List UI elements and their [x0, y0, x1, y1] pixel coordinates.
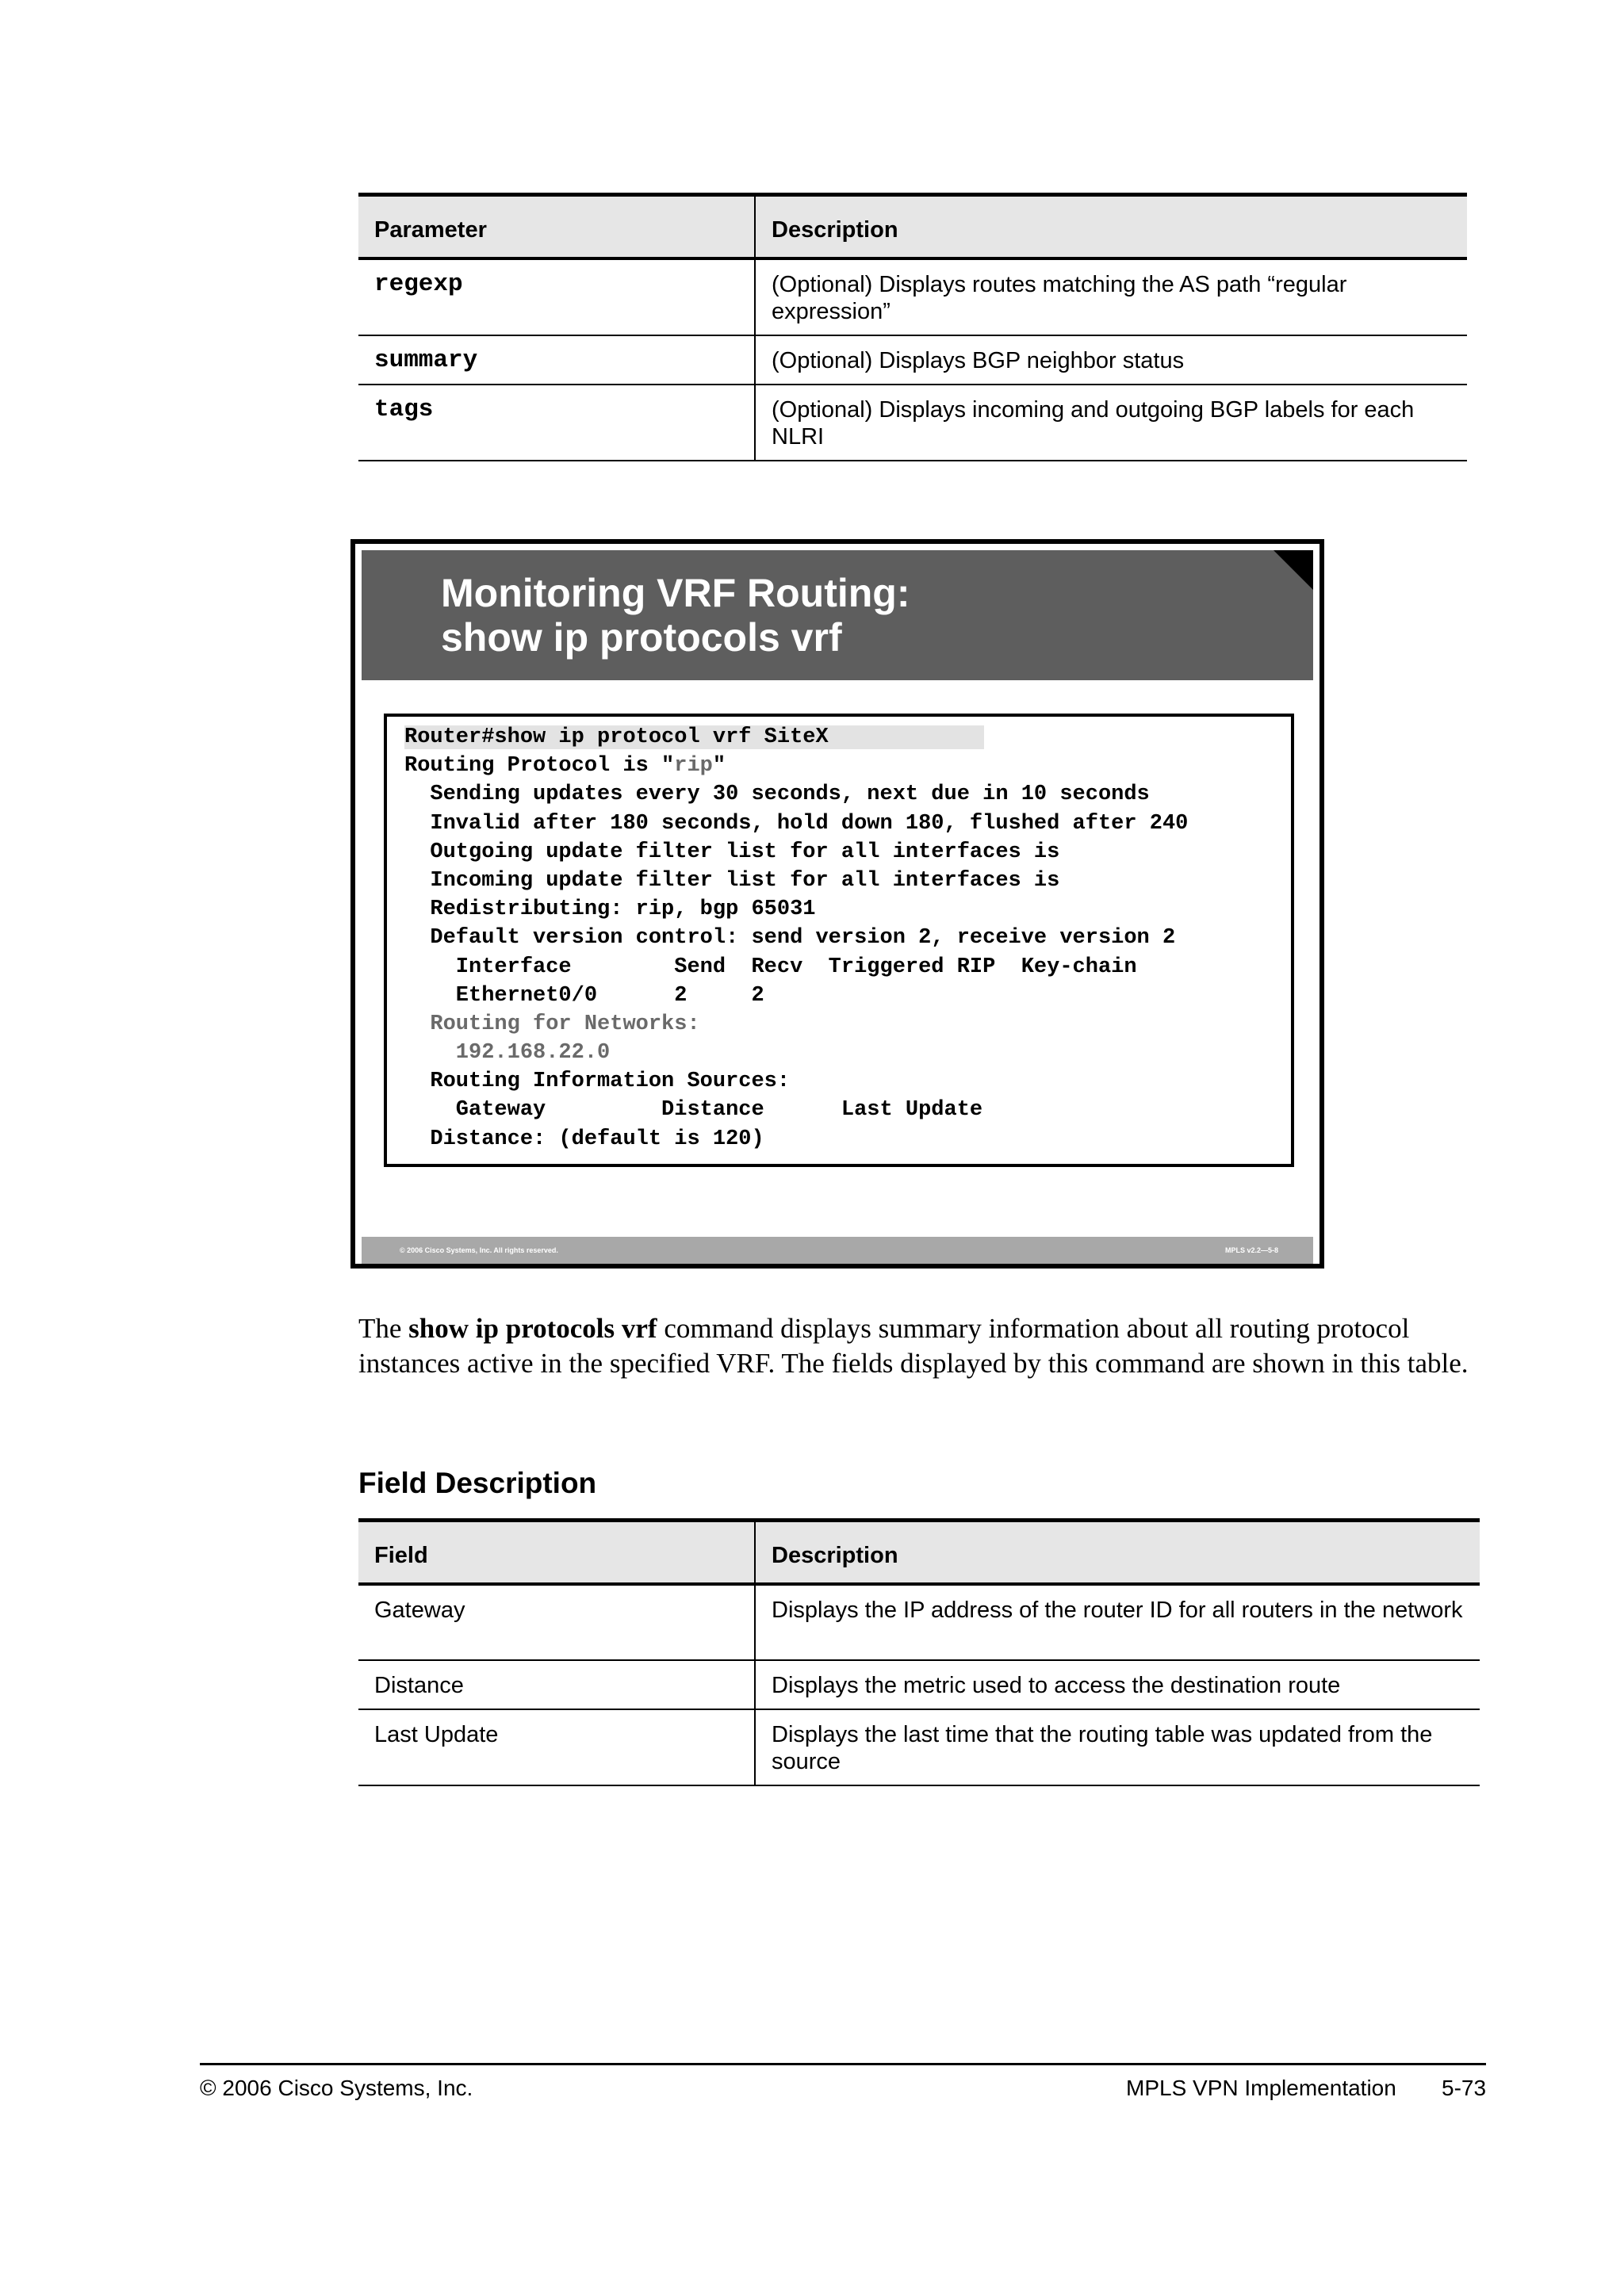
- slide-copyright: © 2006 Cisco Systems, Inc. All rights reserved.: [400, 1246, 558, 1254]
- field-cell: Last Update: [358, 1709, 755, 1785]
- parameter-cell: summary: [358, 335, 755, 385]
- code-line: Routing Information Sources:: [404, 1070, 791, 1094]
- command-name: show ip protocols vrf: [408, 1313, 657, 1344]
- code-line: Outgoing update filter list for all interfaces is: [404, 840, 1060, 864]
- description-cell: (Optional) Displays routes matching the AS path “regular expression”: [755, 258, 1467, 335]
- footer-divider: [200, 2063, 1486, 2065]
- page-number: 5-73: [1442, 2076, 1487, 2100]
- slide-footer-bar: [362, 1237, 1313, 1264]
- paragraph-text: The: [358, 1313, 409, 1344]
- column-header: Parameter: [358, 195, 755, 259]
- description-cell: Displays the IP address of the router ID for all routers in the network: [755, 1584, 1480, 1660]
- table-row: [358, 335, 1467, 385]
- parameter-cell: regexp: [358, 258, 755, 335]
- column-header: Description: [755, 1521, 1480, 1585]
- table-header-row: [358, 1521, 1480, 1585]
- parameter-table: [358, 193, 1467, 461]
- footer-copyright: © 2006 Cisco Systems, Inc.: [200, 2076, 473, 2100]
- paragraph-text: command displays summary information about all routing protocol instances active in the specified VRF. The fields displayed by this command are shown in this table.: [358, 1313, 1469, 1379]
- protocol-prefix: Routing Protocol is ": [404, 754, 675, 779]
- column-header: Field: [358, 1521, 755, 1585]
- description-cell: (Optional) Displays incoming and outgoing BGP labels for each NLRI: [755, 385, 1467, 461]
- cli-output-box: [384, 714, 1294, 1167]
- table-row: [358, 1709, 1480, 1785]
- command-line: [404, 723, 1291, 752]
- table-row: [358, 258, 1467, 335]
- table-row: [358, 1660, 1480, 1709]
- code-line: Sending updates every 30 seconds, next due in 10 seconds: [404, 783, 1150, 807]
- field-cell: Gateway: [358, 1584, 755, 1660]
- code-line: 192.168.22.0: [404, 1041, 611, 1066]
- code-line: Routing for Networks:: [404, 1012, 700, 1036]
- footer-course-title: MPLS VPN Implementation: [1126, 2076, 1396, 2100]
- code-line: Redistributing: rip, bgp 65031: [404, 897, 816, 922]
- table-header-row: [358, 195, 1467, 259]
- body-paragraph: [358, 1311, 1484, 1381]
- code-line: Incoming update filter list for all interfaces is: [404, 868, 1060, 893]
- code-line: Distance: (default is 120): [404, 1127, 764, 1151]
- parameter-cell: tags: [358, 385, 755, 461]
- description-cell: Displays the metric used to access the destination route: [755, 1660, 1480, 1709]
- code-line: Interface Send Recv Triggered RIP Key-chain: [404, 955, 1137, 979]
- column-header: Description: [755, 195, 1467, 259]
- corner-triangle-icon: [1274, 550, 1313, 590]
- field-description-table: [358, 1518, 1480, 1786]
- field-cell: Distance: [358, 1660, 755, 1709]
- code-line: Ethernet0/0 2 2: [404, 983, 764, 1008]
- slide-figure: [350, 539, 1324, 1269]
- table-row: [358, 1584, 1480, 1660]
- protocol-line: [404, 752, 1291, 780]
- table-row: [358, 385, 1467, 461]
- command-text: Router#show ip protocol vrf SiteX: [404, 725, 984, 749]
- protocol-suffix: ": [712, 754, 726, 779]
- slide-title-line1: Monitoring VRF Routing:: [441, 571, 910, 615]
- code-line: Default version control: send version 2, receive version 2: [404, 926, 1176, 951]
- section-heading: Field Description: [358, 1467, 597, 1499]
- slide-number: MPLS v2.2—5-8: [1224, 1246, 1278, 1254]
- slide-header: [362, 550, 1313, 680]
- code-line: Invalid after 180 seconds, hold down 180, flushed after 240: [404, 811, 1189, 836]
- slide-title-line2: show ip protocols vrf: [441, 615, 842, 660]
- description-cell: (Optional) Displays BGP neighbor status: [755, 335, 1467, 385]
- protocol-name: rip: [674, 754, 713, 779]
- code-line: Gateway Distance Last Update: [404, 1098, 983, 1123]
- description-cell: Displays the last time that the routing table was updated from the source: [755, 1709, 1480, 1785]
